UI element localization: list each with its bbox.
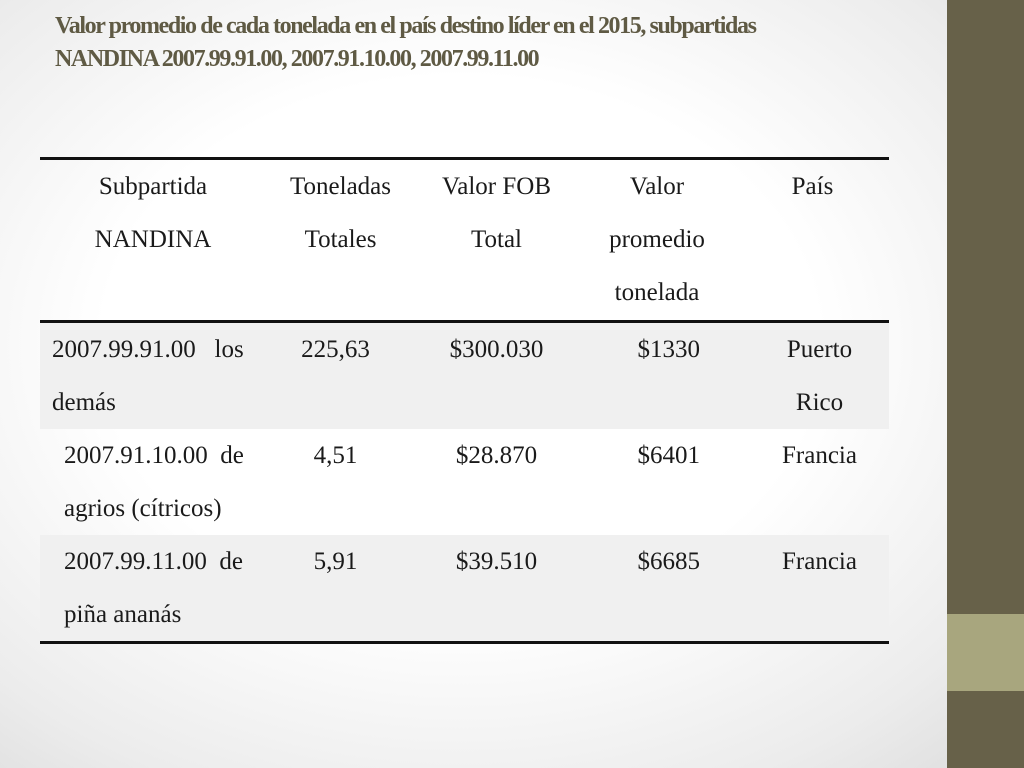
cell-valor-fob: $28.870 <box>455 442 538 469</box>
slide-title <box>55 10 935 76</box>
data-table-container <box>40 157 889 644</box>
cell-toneladas: 4,51 <box>313 442 358 469</box>
cell-toneladas: 225,63 <box>301 336 370 363</box>
cell-subpartida: 2007.99.91.00 los demás <box>52 336 244 416</box>
header-subpartida: Subpartida NANDINA <box>94 173 212 253</box>
cell-valor-fob: $39.510 <box>455 548 538 575</box>
cell-valor-promedio: $6685 <box>637 548 700 575</box>
header-valor-fob: Valor FOB Total <box>441 173 552 253</box>
cell-subpartida: 2007.91.10.00 de agrios (cítricos) <box>64 442 244 522</box>
cell-toneladas: 5,91 <box>313 548 358 575</box>
cell-valor-fob: $300.030 <box>449 336 544 363</box>
title-line-1: Valor promedio de cada tonelada en el país destino líder en el 2015, subpartidas <box>55 13 756 39</box>
data-table <box>40 157 889 644</box>
table-row <box>40 322 889 430</box>
table-row <box>40 535 889 643</box>
cell-valor-promedio: $1330 <box>637 336 700 363</box>
cell-pais: Puerto Rico <box>786 336 853 416</box>
table-row <box>40 429 889 535</box>
cell-pais: Francia <box>782 548 857 575</box>
cell-valor-promedio: $6401 <box>637 442 700 469</box>
cell-pais: Francia <box>782 442 857 469</box>
cell-subpartida: 2007.99.11.00 de piña ananás <box>64 548 243 628</box>
header-pais: País <box>791 173 834 200</box>
table-header-row <box>40 159 889 322</box>
sidebar-accent-block <box>947 614 1024 691</box>
header-toneladas: Toneladas Totales <box>290 173 391 253</box>
header-valor-promedio: Valor promedio tonelada <box>609 173 705 306</box>
title-line-2: NANDINA 2007.99.91.00, 2007.91.10.00, 2007.99.11.00 <box>55 46 539 72</box>
